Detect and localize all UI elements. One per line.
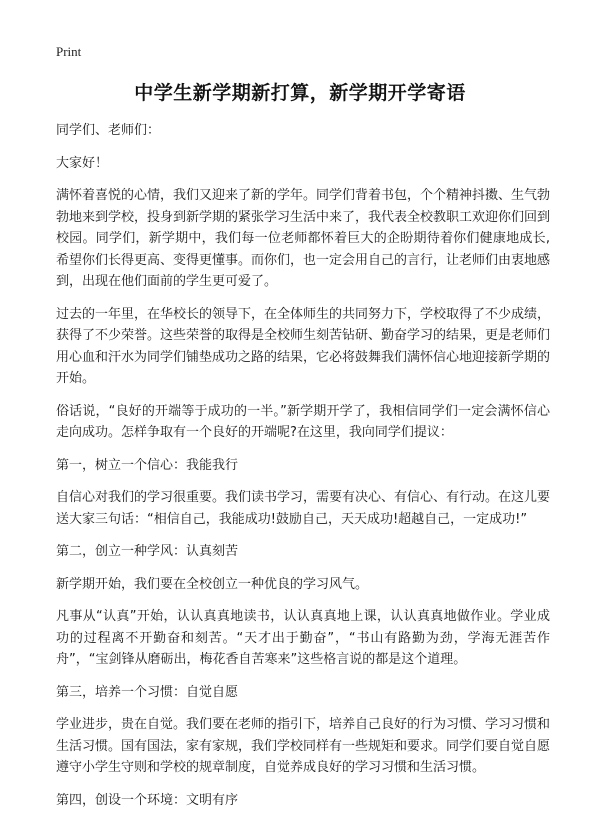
greeting-line: 大家好！ <box>56 155 109 171</box>
section-heading: 第三，培养一个习惯：自觉自愿 <box>56 684 239 700</box>
body-paragraph: 过去的一年里，在华校长的领导下，在全体师生的共同努力下，学校取得了不少成绩，获得了不少荣誉。这些荣誉的取得是全校师生刻苦钻研、勤奋学习的结果，更是老师们用心血和汗水为同学们铺垫成功之路的结果，它必将鼓舞我们满怀信心地迎接新学期的开始。 <box>56 306 551 386</box>
article-title: 中学生新学期新打算，新学期开学寄语 <box>134 82 466 104</box>
article-body <box>56 120 550 822</box>
greeting-line: 同学们、老师们： <box>56 123 161 138</box>
body-paragraph: 俗话说，“良好的开端等于成功的一半。”新学期开学了，我相信同学们一定会满怀信心走向成功。怎样争取有一个良好的开端呢?在这里，我向同学们提议： <box>56 403 550 440</box>
body-paragraph: 新学期开始，我们要在全校创立一种优良的学习风气。 <box>56 576 369 592</box>
section-heading: 第二，创立一种学风：认真刻苦 <box>56 544 239 559</box>
body-paragraph: 满怀着喜悦的心情，我们又迎来了新的学年。同学们背着书包，个个精神抖擞、生气勃勃地来到学校，投身到新学期的紧张学习生活中来了，我代表全校教职工欢迎你们回到校园。同学们，新学期中，我们每一位老师都怀着巨大的企盼期待着你们健康地成长,希望你们长得更高、变得更懂事。而你们，也一定会用自己的言行，让老师们由衷地感到，出现在他们面前的学生更可爱了。 <box>56 188 551 289</box>
section-heading: 第四，创设一个环境：文明有序 <box>56 792 239 808</box>
body-paragraph: 学业进步，贵在自觉。我们要在老师的指引下，培养自己良好的行为习惯、学习习惯和生活习惯。国有国法，家有家规，我们学校同样有一些规矩和要求。同学们要自觉自愿遵守小学生守则和学校的规章制度，自觉养成良好的学习习惯和生活习惯。 <box>56 717 551 775</box>
section-heading: 第一，树立一个信心：我能我行 <box>56 457 239 473</box>
body-paragraph: 自信心对我们的学习很重要。我们读书学习，需要有决心、有信心、有行动。在这儿要送大家三句话：“相信自己，我能成功!鼓励自己，天天成功!超越自己，一定成功!” <box>56 490 551 527</box>
body-paragraph: 凡事从“认真”开始，认认真真地读书，认认真真地上课，认认真真地做作业。学业成功的过程离不开勤奋和刻苦。“天才出于勤奋”，“书山有路勤为劲，学海无涯苦作舟”，“宝剑锋从磨砺出，梅花香自苦寒来”这些格言说的都是这个道理。 <box>56 609 550 667</box>
print-link[interactable]: Print <box>56 44 82 59</box>
